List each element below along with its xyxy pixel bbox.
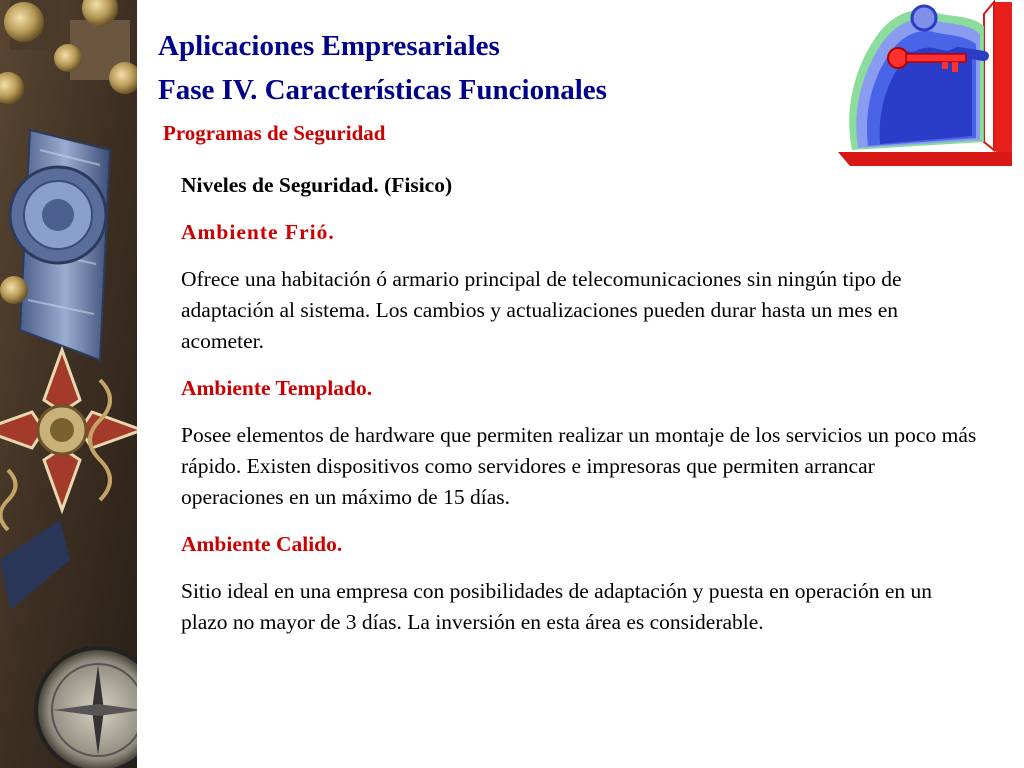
item-body-warm: Posee elementos de hardware que permiten realizar un montaje de los servicios un poco más rápido. Existen dispositivos como servidores e impresoras que permiten arrancar operaciones en un máximo de 15 días. xyxy=(181,423,977,509)
title-line-1: Aplicaciones Empresariales xyxy=(158,30,500,62)
slide-content xyxy=(181,170,981,654)
item-heading-warm: Ambiente Templado. xyxy=(181,376,373,400)
item-body-hot: Sitio ideal en una empresa con posibilidades de adaptación y puesta en operación en un plazo no mayor de 3 días. La inversión en esta área es considerable. xyxy=(181,579,933,634)
item-heading-hot: Ambiente Calido. xyxy=(181,532,343,556)
slide-title xyxy=(158,24,818,112)
item-body-cold: Ofrece una habitación ó armario principal de telecomunicaciones sin ningún tipo de adaptación al sistema. Los cambios y actualizaciones pueden durar hasta un mes en acometer. xyxy=(181,267,902,353)
title-line-2: Fase IV. Características Funcionales xyxy=(158,74,607,106)
item-heading-cold: Ambiente Frió. xyxy=(181,220,335,244)
key-figure-illustration xyxy=(834,0,1018,168)
side-decoration-image xyxy=(0,0,137,768)
section-heading: Niveles de Seguridad. (Fisico) xyxy=(181,173,453,197)
slide-subtitle: Programas de Seguridad xyxy=(163,121,386,145)
